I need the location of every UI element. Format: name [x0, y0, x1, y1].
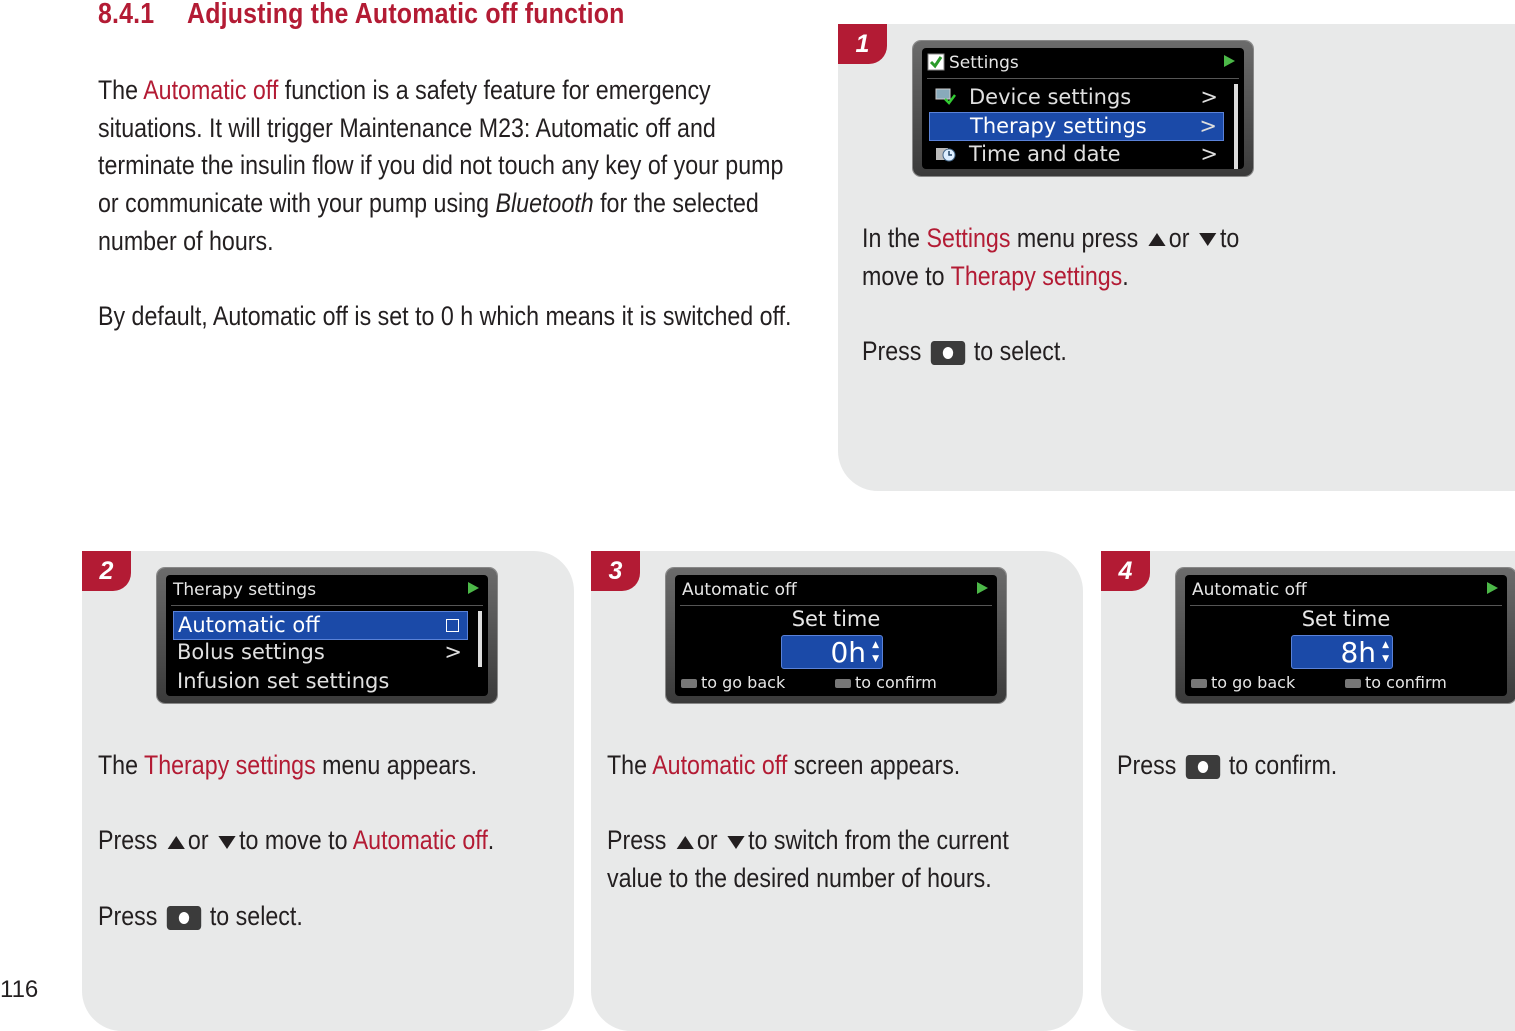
- text: or: [1168, 223, 1190, 253]
- hint-text: to confirm: [855, 673, 937, 692]
- scrollbar: [1234, 84, 1238, 169]
- back-key-icon: [1191, 679, 1207, 688]
- instruction-line: [98, 898, 494, 936]
- menu-item-label: Infusion set settings: [177, 669, 390, 693]
- chevron-right-icon: >: [1200, 142, 1218, 166]
- hint-text: to confirm: [1365, 673, 1447, 692]
- play-icon: [468, 582, 479, 594]
- therapy-settings-term: Therapy settings: [950, 260, 1123, 291]
- text: Press: [607, 825, 667, 856]
- instruction-line: [862, 220, 1239, 258]
- step-1-instructions: [862, 220, 1239, 371]
- lcd-display: [675, 575, 997, 696]
- set-time-label: Set time: [1301, 607, 1391, 631]
- menu-item-automatic-off[interactable]: [173, 611, 468, 640]
- chevron-right-icon: >: [444, 640, 462, 664]
- step-1-panel: [838, 24, 1515, 491]
- device-settings-icon: [935, 87, 957, 107]
- confirm-hint: [1345, 673, 1447, 692]
- text: move to: [862, 260, 951, 291]
- text: to select.: [973, 336, 1067, 367]
- instruction-line: [607, 747, 1009, 785]
- step-3-panel: [591, 551, 1083, 1031]
- text: The: [98, 750, 145, 780]
- lcd-display: [166, 575, 488, 696]
- time-value-field[interactable]: [781, 635, 883, 669]
- up-key-icon: [676, 836, 693, 849]
- confirm-hint: [835, 673, 937, 692]
- page-number: 116: [0, 976, 39, 1003]
- hint-text: to go back: [701, 673, 786, 692]
- step-4-badge: 4: [1101, 551, 1150, 591]
- text: or: [187, 825, 209, 856]
- text: Press: [862, 336, 922, 367]
- text: Press: [1117, 750, 1177, 780]
- lcd-title: Automatic off: [682, 580, 797, 600]
- lcd-divider: [171, 605, 483, 606]
- lcd-display: [922, 48, 1244, 169]
- step-1-badge: 1: [838, 24, 887, 64]
- intro-automatic-off-term: Automatic off: [143, 75, 279, 105]
- lcd-display: [1185, 575, 1507, 696]
- up-key-icon: [1148, 233, 1165, 246]
- intro-paragraph-2: By default, Automatic off is set to 0 h which means it is switched off.: [98, 301, 792, 332]
- ok-key-icon: [1345, 679, 1361, 688]
- lcd-title: Settings: [949, 53, 1019, 73]
- section-number: 8.4.1: [98, 0, 155, 30]
- down-key-icon: [218, 836, 235, 849]
- automatic-off-term: Automatic off: [652, 750, 788, 780]
- step-4-panel: [1101, 551, 1515, 1031]
- lcd-divider: [927, 78, 1239, 79]
- instruction-line: [862, 333, 1239, 371]
- text: Press: [98, 825, 158, 856]
- step-3-pump-screen: [666, 568, 1006, 703]
- checkbox-icon: [927, 53, 945, 71]
- step-2-panel: [82, 551, 574, 1031]
- go-back-hint: [1191, 673, 1295, 692]
- text: to select.: [209, 900, 303, 931]
- menu-item-bolus-settings[interactable]: [173, 639, 468, 666]
- text: .: [1122, 260, 1129, 291]
- chevron-right-icon: >: [1200, 85, 1218, 109]
- instruction-line: [607, 822, 1009, 860]
- menu-item-label: Bolus settings: [177, 640, 325, 664]
- menu-item-time-and-date[interactable]: [929, 141, 1224, 168]
- intro-paragraph-1: [98, 72, 795, 261]
- back-key-icon: [681, 679, 697, 688]
- instruction-line: [98, 747, 494, 785]
- menu-item-label: Time and date: [969, 142, 1121, 166]
- step-1-pump-screen: [913, 41, 1253, 176]
- checkbox-icon: [446, 619, 459, 632]
- play-icon: [1487, 582, 1498, 594]
- intro-text: [98, 72, 795, 374]
- ok-key-icon: [835, 679, 851, 688]
- lcd-title: Automatic off: [1192, 580, 1307, 600]
- instruction-line: [1117, 747, 1337, 785]
- text: or: [696, 825, 718, 856]
- scrollbar: [478, 611, 482, 667]
- intro-bluetooth-term: Bluetooth: [495, 188, 594, 219]
- hint-text: to go back: [1211, 673, 1296, 692]
- instruction-line: [98, 822, 494, 860]
- text: .: [487, 825, 495, 856]
- play-icon: [977, 582, 988, 594]
- step-2-pump-screen: [157, 568, 497, 703]
- step-4-instructions: [1117, 747, 1337, 785]
- up-down-arrows-icon: ▲ ▼: [1382, 640, 1389, 664]
- go-back-hint: [681, 673, 785, 692]
- menu-item-label: Automatic off: [178, 613, 320, 637]
- text: Press: [98, 900, 158, 931]
- text: menu press: [1010, 223, 1139, 253]
- time-and-date-icon: [935, 144, 957, 164]
- lcd-divider: [1190, 605, 1502, 606]
- lcd-divider: [680, 605, 992, 606]
- step-4-pump-screen: [1176, 568, 1515, 703]
- up-down-arrows-icon: ▲ ▼: [872, 640, 879, 664]
- step-3-instructions: [607, 747, 1009, 898]
- menu-item-therapy-settings[interactable]: [929, 112, 1224, 141]
- text: to confirm.: [1228, 750, 1338, 780]
- intro-text-a: The: [98, 75, 144, 105]
- time-value: 8h: [1340, 636, 1376, 669]
- text: The: [607, 750, 653, 780]
- down-key-icon: [727, 836, 744, 849]
- time-value-field[interactable]: [1291, 635, 1393, 669]
- settings-term: Settings: [926, 223, 1011, 253]
- step-2-instructions: [98, 747, 494, 935]
- ok-key-icon: [930, 341, 964, 365]
- chevron-right-icon: >: [1199, 114, 1217, 138]
- step-2-badge: 2: [82, 551, 131, 591]
- play-icon: [1224, 55, 1235, 67]
- set-time-label: Set time: [791, 607, 881, 631]
- down-key-icon: [1199, 233, 1216, 246]
- instruction-line: [862, 258, 1239, 296]
- automatic-off-term: Automatic off: [352, 825, 488, 856]
- up-key-icon: [167, 836, 184, 849]
- text: to switch from the current: [748, 825, 1009, 856]
- menu-item-infusion-set-settings[interactable]: [173, 668, 468, 695]
- section-title: Adjusting the Automatic off function: [187, 0, 625, 30]
- ok-key-icon: [166, 906, 200, 930]
- intro-text-b: function is a safety feature for emergency situations. It will trigger Maintenance M23: Automatic off and terminate the insulin flow if you did not touch any key of your pump or communicate with your pump using: [98, 75, 784, 219]
- intro-text-c: for the selected number of hours.: [98, 188, 759, 256]
- text: screen appears.: [787, 750, 961, 780]
- ok-key-icon: [1185, 755, 1219, 779]
- text: to: [1219, 223, 1240, 253]
- text: to move to: [239, 825, 353, 856]
- section-heading: [98, 0, 625, 31]
- menu-item-device-settings[interactable]: [929, 84, 1224, 111]
- therapy-settings-term: Therapy settings: [144, 750, 316, 780]
- lcd-title: Therapy settings: [173, 580, 317, 600]
- time-value: 0h: [830, 636, 866, 669]
- text: menu appears.: [315, 750, 478, 780]
- menu-item-label: Device settings: [969, 85, 1132, 109]
- instruction-line: value to the desired number of hours.: [607, 863, 992, 894]
- step-3-badge: 3: [591, 551, 640, 591]
- menu-item-label: Therapy settings: [970, 114, 1147, 138]
- text: In the: [862, 223, 927, 253]
